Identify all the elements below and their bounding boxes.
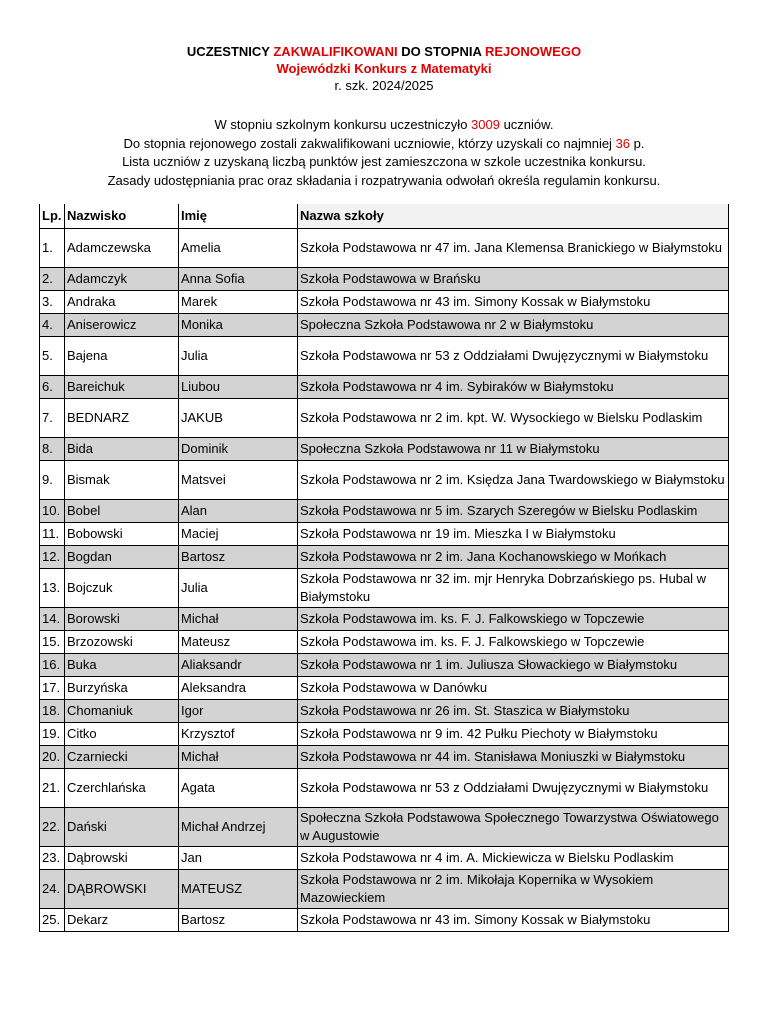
cell-lp: 2. (40, 268, 65, 291)
school-year: r. szk. 2024/2025 (334, 78, 434, 93)
cell-surname: Bareichuk (65, 376, 179, 399)
title-highlight-regional: REJONOWEGO (484, 44, 582, 59)
cell-lp: 15. (40, 631, 65, 654)
cell-surname: Czarniecki (65, 746, 179, 769)
points-threshold: 36 (615, 135, 631, 151)
cell-name: Mateusz (179, 631, 298, 654)
cell-lp: 9. (40, 461, 65, 500)
cell-school: Społeczna Szkoła Podstawowa nr 2 w Białymstoku (298, 314, 729, 337)
cell-lp: 23. (40, 847, 65, 870)
cell-school: Szkoła Podstawowa nr 2 im. Jana Kochanowskiego w Mońkach (298, 546, 729, 569)
cell-lp: 1. (40, 229, 65, 268)
cell-name: Agata (179, 769, 298, 808)
cell-name: Krzysztof (179, 723, 298, 746)
cell-school: Społeczna Szkoła Podstawowa nr 11 w Białymstoku (298, 438, 729, 461)
table-row (40, 700, 729, 723)
table-row (40, 314, 729, 337)
cell-lp: 7. (40, 399, 65, 438)
cell-surname: Brzozowski (65, 631, 179, 654)
cell-name: Amelia (179, 229, 298, 268)
cell-lp: 14. (40, 608, 65, 631)
cell-lp: 4. (40, 314, 65, 337)
cell-school: Szkoła Podstawowa nr 19 im. Mieszka I w Białymstoku (298, 523, 729, 546)
contest-name: Wojewódzki Konkurs z Matematyki (276, 61, 492, 76)
cell-surname: Dekarz (65, 909, 179, 932)
cell-surname: Andraka (65, 291, 179, 314)
cell-name: Marek (179, 291, 298, 314)
cell-lp: 22. (40, 808, 65, 847)
cell-lp: 20. (40, 746, 65, 769)
cell-name: Igor (179, 700, 298, 723)
cell-school: Szkoła Podstawowa nr 26 im. St. Staszica w Białymstoku (298, 700, 729, 723)
cell-surname: Borowski (65, 608, 179, 631)
table-row (40, 229, 729, 268)
cell-name: Alan (179, 500, 298, 523)
cell-school: Szkoła Podstawowa nr 9 im. 42 Pułku Piechoty w Białymstoku (298, 723, 729, 746)
cell-surname: Adamczyk (65, 268, 179, 291)
cell-name: Liubou (179, 376, 298, 399)
table-row (40, 769, 729, 808)
cell-name: Dominik (179, 438, 298, 461)
cell-school: Szkoła Podstawowa nr 43 im. Simony Kossak w Białymstoku (298, 291, 729, 314)
cell-name: Bartosz (179, 909, 298, 932)
cell-school: Szkoła Podstawowa nr 1 im. Juliusza Słowackiego w Białymstoku (298, 654, 729, 677)
intro-text (0, 116, 768, 190)
intro-line-1: W stopniu szkolnym konkursu uczestniczyło 3009 uczniów. (214, 117, 554, 132)
cell-lp: 11. (40, 523, 65, 546)
cell-name: Michał (179, 608, 298, 631)
cell-surname: Bojczuk (65, 569, 179, 608)
cell-name: Julia (179, 569, 298, 608)
cell-school: Szkoła Podstawowa nr 53 z Oddziałami Dwujęzycznymi w Białymstoku (298, 769, 729, 808)
cell-name: Michał (179, 746, 298, 769)
table-row (40, 677, 729, 700)
table-row (40, 569, 729, 608)
cell-surname: Burzyńska (65, 677, 179, 700)
cell-school: Szkoła Podstawowa w Brańsku (298, 268, 729, 291)
cell-school: Szkoła Podstawowa nr 4 im. A. Mickiewicza w Bielsku Podlaskim (298, 847, 729, 870)
cell-school: Szkoła Podstawowa w Danówku (298, 677, 729, 700)
cell-lp: 3. (40, 291, 65, 314)
cell-name: Matsvei (179, 461, 298, 500)
document-header (0, 43, 768, 94)
cell-surname: Citko (65, 723, 179, 746)
cell-school: Szkoła Podstawowa nr 47 im. Jana Klemensa Branickiego w Białymstoku (298, 229, 729, 268)
table-header-row (40, 204, 729, 229)
cell-name: Aleksandra (179, 677, 298, 700)
cell-surname: Bajena (65, 337, 179, 376)
cell-school: Szkoła Podstawowa nr 4 im. Sybiraków w Białymstoku (298, 376, 729, 399)
cell-school: Szkoła Podstawowa nr 43 im. Simony Kossak w Białymstoku (298, 909, 729, 932)
cell-surname: BEDNARZ (65, 399, 179, 438)
cell-school: Społeczna Szkoła Podstawowa Społecznego Towarzystwa Oświatowego w Augustowie (298, 808, 729, 847)
intro-line-3: Lista uczniów z uzyskaną liczbą punktów jest zamieszczona w szkole uczestnika konkursu. (122, 154, 646, 169)
cell-name: Julia (179, 337, 298, 376)
table-row (40, 870, 729, 909)
table-row (40, 723, 729, 746)
table-body (40, 229, 729, 932)
intro-line-4: Zasady udostępniania prac oraz składania i rozpatrywania odwołań określa regulamin konkursu. (107, 172, 661, 188)
table-row (40, 523, 729, 546)
table-row (40, 268, 729, 291)
participant-count: 3009 (471, 117, 500, 132)
qualified-students-table (39, 204, 729, 932)
table-row (40, 654, 729, 677)
cell-name: Maciej (179, 523, 298, 546)
table-row (40, 337, 729, 376)
cell-school: Szkoła Podstawowa nr 2 im. kpt. W. Wysockiego w Bielsku Podlaskim (298, 399, 729, 438)
table-row (40, 376, 729, 399)
cell-surname: Dąbrowski (65, 847, 179, 870)
title-highlight-qualified: ZAKWALIFIKOWANI (273, 44, 398, 59)
cell-school: Szkoła Podstawowa nr 32 im. mjr Henryka Dobrzańskiego ps. Hubal w Białymstoku (298, 569, 729, 608)
cell-school: Szkoła Podstawowa nr 5 im. Szarych Szeregów w Bielsku Podlaskim (298, 500, 729, 523)
column-header-lp: Lp. (40, 204, 65, 229)
cell-surname: Bida (65, 438, 179, 461)
table-row (40, 461, 729, 500)
table-row (40, 500, 729, 523)
cell-lp: 13. (40, 569, 65, 608)
table-row (40, 546, 729, 569)
cell-lp: 19. (40, 723, 65, 746)
table-row (40, 608, 729, 631)
table-row (40, 808, 729, 847)
table-row (40, 631, 729, 654)
cell-surname: Chomaniuk (65, 700, 179, 723)
cell-surname: DĄBROWSKI (65, 870, 179, 909)
cell-lp: 21. (40, 769, 65, 808)
cell-lp: 24. (40, 870, 65, 909)
cell-lp: 12. (40, 546, 65, 569)
cell-school: Szkoła Podstawowa nr 2 im. Księdza Jana Twardowskiego w Białymstoku (298, 461, 729, 500)
cell-name: MATEUSZ (179, 870, 298, 909)
intro-line-2: Do stopnia rejonowego zostali zakwalifikowani uczniowie, którzy uzyskali co najmniej 36 p. (123, 135, 645, 151)
cell-lp: 10. (40, 500, 65, 523)
cell-name: Bartosz (179, 546, 298, 569)
cell-lp: 25. (40, 909, 65, 932)
cell-surname: Bismak (65, 461, 179, 500)
cell-name: JAKUB (179, 399, 298, 438)
cell-name: Michał Andrzej (179, 808, 298, 847)
table-row (40, 847, 729, 870)
table-row (40, 909, 729, 932)
cell-school: Szkoła Podstawowa nr 2 im. Mikołaja Kopernika w Wysokiem Mazowieckiem (298, 870, 729, 909)
cell-surname: Dański (65, 808, 179, 847)
cell-surname: Czerchlańska (65, 769, 179, 808)
table-row (40, 399, 729, 438)
cell-surname: Bobel (65, 500, 179, 523)
cell-school: Szkoła Podstawowa im. ks. F. J. Falkowskiego w Topczewie (298, 608, 729, 631)
cell-lp: 17. (40, 677, 65, 700)
cell-lp: 6. (40, 376, 65, 399)
table-row (40, 291, 729, 314)
column-header-school: Nazwa szkoły (298, 204, 729, 229)
column-header-surname: Nazwisko (65, 204, 179, 229)
table-row (40, 438, 729, 461)
cell-name: Aliaksandr (179, 654, 298, 677)
cell-surname: Aniserowicz (65, 314, 179, 337)
cell-lp: 8. (40, 438, 65, 461)
cell-name: Monika (179, 314, 298, 337)
document-title: UCZESTNICY ZAKWALIFIKOWANI DO STOPNIA REJONOWEGO (186, 44, 582, 59)
cell-lp: 16. (40, 654, 65, 677)
column-header-name: Imię (179, 204, 298, 229)
table-row (40, 746, 729, 769)
cell-school: Szkoła Podstawowa nr 44 im. Stanisława Moniuszki w Białymstoku (298, 746, 729, 769)
cell-surname: Buka (65, 654, 179, 677)
cell-name: Anna Sofia (179, 268, 298, 291)
cell-lp: 5. (40, 337, 65, 376)
cell-surname: Adamczewska (65, 229, 179, 268)
cell-surname: Bogdan (65, 546, 179, 569)
cell-surname: Bobowski (65, 523, 179, 546)
cell-school: Szkoła Podstawowa nr 53 z Oddziałami Dwujęzycznymi w Białymstoku (298, 337, 729, 376)
cell-lp: 18. (40, 700, 65, 723)
cell-school: Szkoła Podstawowa im. ks. F. J. Falkowskiego w Topczewie (298, 631, 729, 654)
cell-name: Jan (179, 847, 298, 870)
